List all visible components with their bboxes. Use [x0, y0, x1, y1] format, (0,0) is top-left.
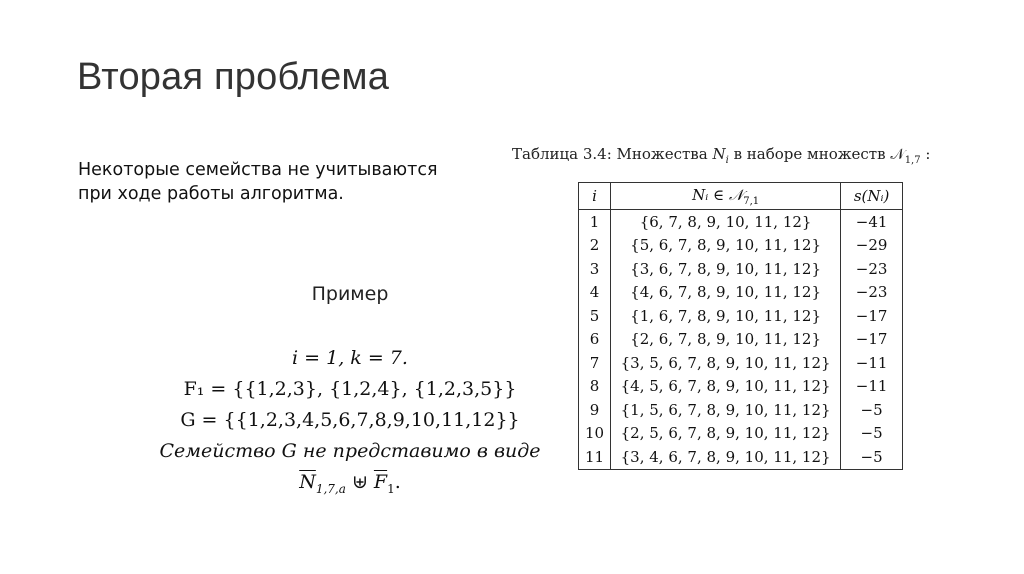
row-index: 5 — [579, 304, 611, 328]
row-index: 3 — [579, 257, 611, 281]
math-line-indices: i = 1, k = 7. — [292, 347, 408, 369]
header-index: i — [579, 183, 611, 210]
example-label: Пример — [311, 283, 389, 305]
header-score: s(Nᵢ) — [841, 183, 903, 210]
row-score: −17 — [841, 328, 903, 352]
row-set: {1, 5, 6, 7, 8, 9, 10, 11, 12} — [611, 398, 841, 422]
math-line-union: $\overline{N}_{1,7,a}$ ⊎ $\overline{F}_1$. — [299, 471, 401, 496]
row-set: {5, 6, 7, 8, 9, 10, 11, 12} — [611, 234, 841, 258]
row-set: {3, 6, 7, 8, 9, 10, 11, 12} — [611, 257, 841, 281]
table-row — [579, 398, 903, 422]
table-row — [579, 304, 903, 328]
slide-description — [78, 158, 508, 206]
slide-title: Вторая проблема — [77, 56, 390, 98]
row-score: −17 — [841, 304, 903, 328]
row-score: −5 — [841, 398, 903, 422]
description-line-2: при ходе работы алгоритма. — [78, 184, 344, 204]
row-index: 1 — [579, 210, 611, 234]
row-set: {3, 5, 6, 7, 8, 9, 10, 11, 12} — [611, 351, 841, 375]
row-score: −11 — [841, 375, 903, 399]
table-row — [579, 422, 903, 446]
sets-table — [578, 182, 903, 470]
row-score: −11 — [841, 351, 903, 375]
row-set: {2, 6, 7, 8, 9, 10, 11, 12} — [611, 328, 841, 352]
table-row — [579, 257, 903, 281]
row-index: 10 — [579, 422, 611, 446]
table-row — [579, 281, 903, 305]
row-score: −41 — [841, 210, 903, 234]
table-row — [579, 328, 903, 352]
table-row — [579, 351, 903, 375]
row-set: {6, 7, 8, 9, 10, 11, 12} — [611, 210, 841, 234]
row-score: −5 — [841, 445, 903, 469]
row-score: −23 — [841, 257, 903, 281]
math-line-statement: Семейство G не представимо в виде — [159, 440, 541, 462]
row-index: 7 — [579, 351, 611, 375]
example-math-block — [80, 343, 620, 505]
row-set: {4, 5, 6, 7, 8, 9, 10, 11, 12} — [611, 375, 841, 399]
row-index: 6 — [579, 328, 611, 352]
row-set: {3, 4, 6, 7, 8, 9, 10, 11, 12} — [611, 445, 841, 469]
table-row — [579, 210, 903, 234]
row-index: 4 — [579, 281, 611, 305]
table-row — [579, 234, 903, 258]
row-index: 9 — [579, 398, 611, 422]
table-row — [579, 445, 903, 469]
math-line-family-f1: F₁ = {{1,2,3}, {1,2,4}, {1,2,3,5}} — [183, 378, 517, 400]
math-line-family-g: G = {{1,2,3,4,5,6,7,8,9,10,11,12}} — [180, 409, 520, 431]
table-header-row — [579, 183, 903, 210]
table-caption: Таблица 3.4: Множества $N_i$ в наборе множеств 𝒩$_{1,7}$ : — [512, 145, 931, 166]
row-set: {1, 6, 7, 8, 9, 10, 11, 12} — [611, 304, 841, 328]
row-index: 8 — [579, 375, 611, 399]
row-set: {4, 6, 7, 8, 9, 10, 11, 12} — [611, 281, 841, 305]
table-row — [579, 375, 903, 399]
row-score: −29 — [841, 234, 903, 258]
row-score: −5 — [841, 422, 903, 446]
header-set: Nᵢ ∈ 𝒩$_{7,1}$ — [611, 183, 841, 210]
row-set: {2, 5, 6, 7, 8, 9, 10, 11, 12} — [611, 422, 841, 446]
description-line-1: Некоторые семейства не учитываются — [78, 160, 438, 180]
row-index: 2 — [579, 234, 611, 258]
row-score: −23 — [841, 281, 903, 305]
row-index: 11 — [579, 445, 611, 469]
